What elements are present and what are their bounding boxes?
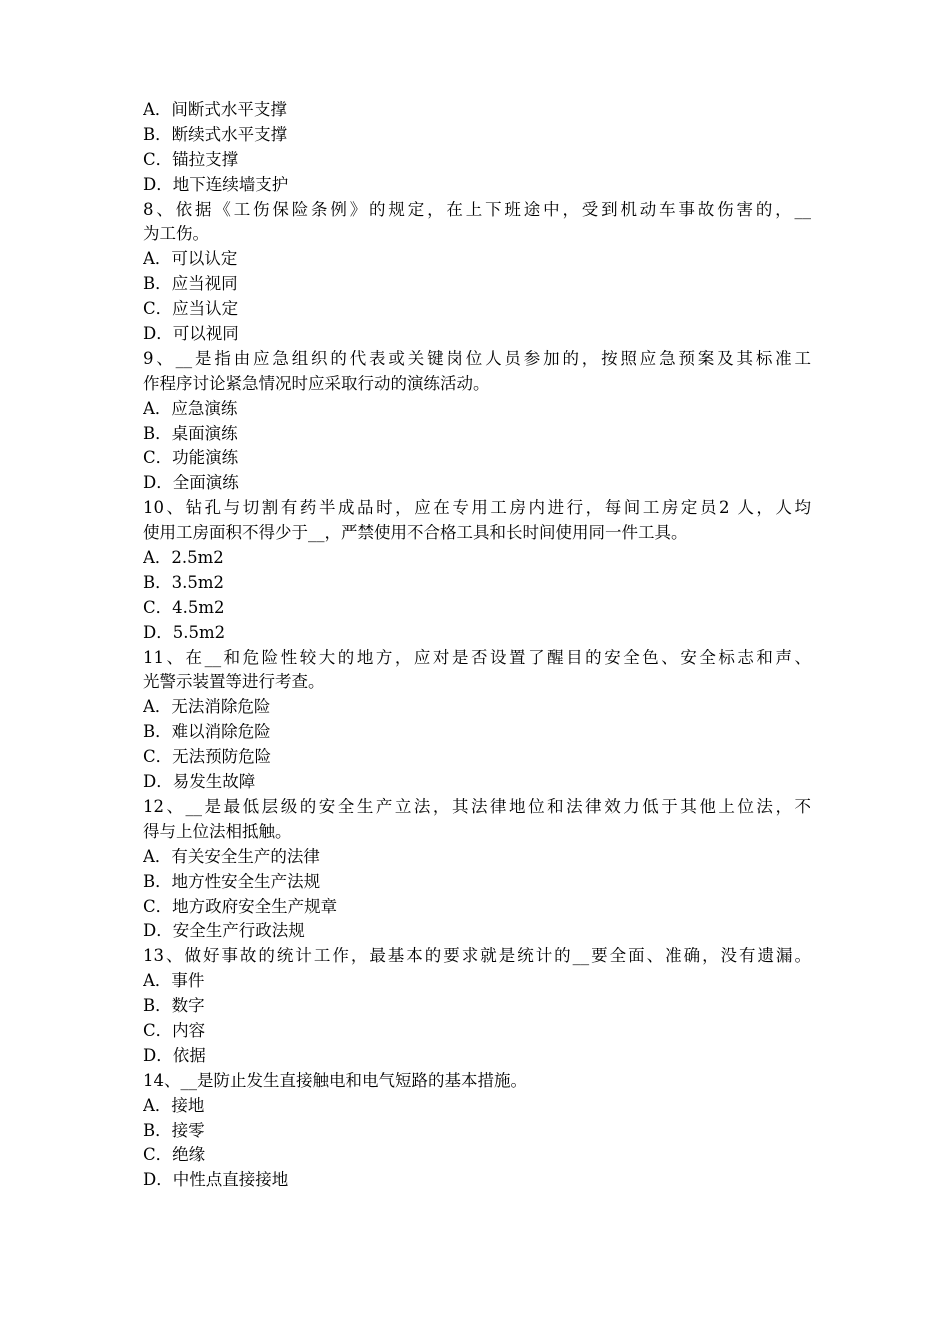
text-line: A．2.5m2 xyxy=(143,548,224,568)
text-line: D．易发生故障 xyxy=(143,772,256,792)
text-line: 使用工房面积不得少于__，严禁使用不合格工具和长时间使用同一件工具。 xyxy=(143,523,688,543)
text-line: A．无法消除危险 xyxy=(143,697,271,717)
text-line: B．数字 xyxy=(143,996,205,1016)
text-line: D．安全生产行政法规 xyxy=(143,921,305,941)
text-line: 14、__是防止发生直接触电和电气短路的基本措施。 xyxy=(143,1070,527,1090)
text-line: C．绝缘 xyxy=(143,1145,206,1165)
text-line: A．事件 xyxy=(143,971,205,991)
text-line: 13、做好事故的统计工作，最基本的要求就是统计的__要全面、准确，没有遗漏。 xyxy=(143,946,811,966)
text-line: A．间断式水平支撑 xyxy=(143,100,287,119)
text-line: C．地方政府安全生产规章 xyxy=(143,896,338,916)
text-line: B．3.5m2 xyxy=(143,572,225,592)
text-line: 光警示装置等进行考查。 xyxy=(143,672,325,692)
text-line: D．可以视同 xyxy=(143,324,239,344)
text-line: 8、依据《工伤保险条例》的规定，在上下班途中，受到机动车事故伤害的，__ xyxy=(143,199,811,219)
text-line: 得与上位法相抵触。 xyxy=(143,821,292,841)
text-line: A．接地 xyxy=(143,1095,205,1115)
text-line: B．地方性安全生产法规 xyxy=(143,871,321,891)
text-line: 9、__是指由应急组织的代表或关键岗位人员参加的，按照应急预案及其标准工 xyxy=(143,348,811,368)
text-line: D．5.5m2 xyxy=(143,622,226,642)
text-line: B．桌面演练 xyxy=(143,423,238,443)
text-line: D．地下连续墙支护 xyxy=(143,174,289,194)
text-line: 11、在__和危险性较大的地方，应对是否设置了醒目的安全色、安全标志和声、 xyxy=(143,647,811,667)
text-line: B．接零 xyxy=(143,1120,205,1140)
document-page xyxy=(143,98,811,1193)
text-line: C．内容 xyxy=(143,1020,206,1040)
text-line: C．无法预防危险 xyxy=(143,747,272,767)
text-line: C．4.5m2 xyxy=(143,597,225,617)
text-line: A．可以认定 xyxy=(143,249,238,269)
text-line: 10、钻孔与切割有药半成品时，应在专用工房内进行，每间工房定员2 人，人均 xyxy=(143,498,811,518)
text-line: D．全面演练 xyxy=(143,473,239,493)
text-line: A．应急演练 xyxy=(143,398,238,418)
text-line: 12、__是最低层级的安全生产立法，其法律地位和法律效力低于其他上位法，不 xyxy=(143,796,811,816)
text-line: B．难以消除危险 xyxy=(143,722,271,742)
text-line: D．中性点直接接地 xyxy=(143,1170,289,1190)
text-line: 作程序讨论紧急情况时应采取行动的演练活动。 xyxy=(143,373,490,393)
text-line: C．功能演练 xyxy=(143,448,239,468)
text-line: C．应当认定 xyxy=(143,299,239,319)
text-line: D．依据 xyxy=(143,1045,206,1065)
text-line: 为工伤。 xyxy=(143,224,209,244)
text-line: C．锚拉支撑 xyxy=(143,149,239,169)
text-line: A．有关安全生产的法律 xyxy=(143,846,320,866)
text-line: B．断续式水平支撑 xyxy=(143,124,288,144)
text-line: B．应当视同 xyxy=(143,274,238,294)
